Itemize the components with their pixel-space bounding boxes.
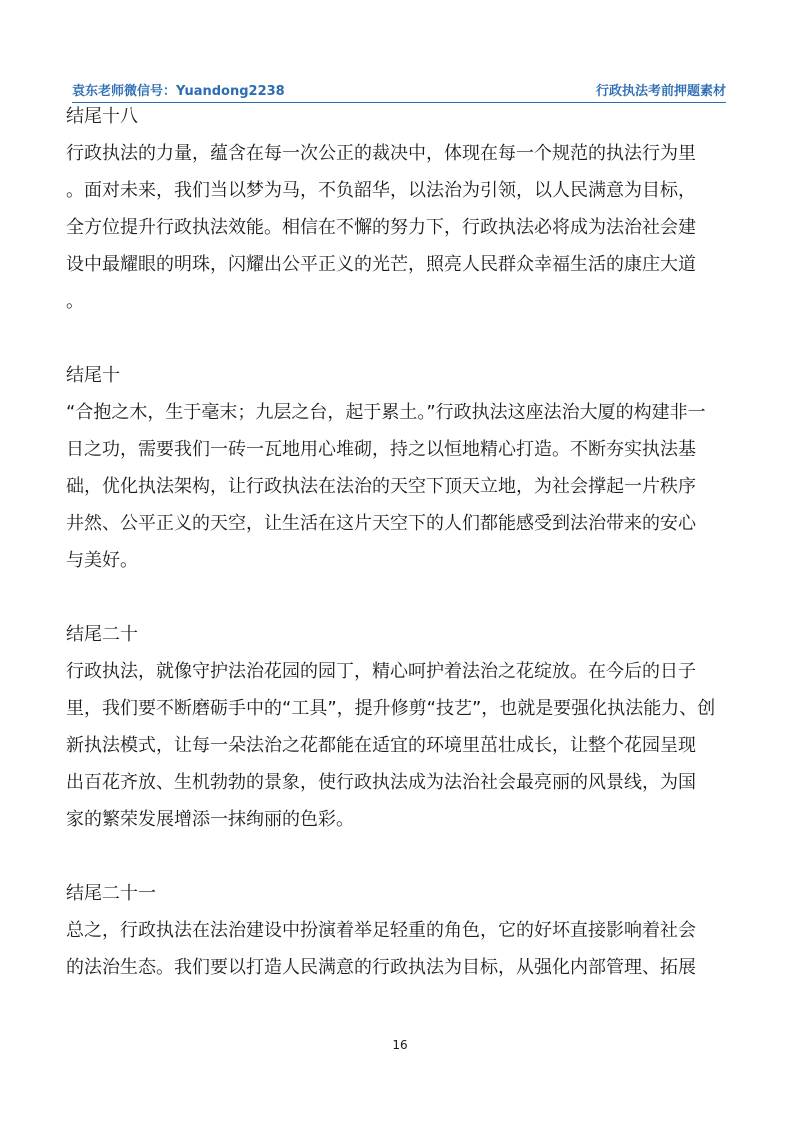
paragraph-line: 总之，行政执法在法治建设中扮演着举足轻重的角色，它的好坏直接影响着社会	[66, 920, 696, 941]
document-body	[66, 102, 746, 983]
paragraph-line: 家的繁荣发展增添一抹绚丽的色彩。	[66, 809, 354, 830]
page-number: 16	[392, 1038, 408, 1052]
page-header	[72, 84, 726, 103]
section-title: 结尾二十	[66, 624, 138, 645]
paragraph-line: 的法治生态。我们要以打造人民满意的行政执法为目标，从强化内部管理、拓展	[66, 957, 696, 978]
section-conclusion-18	[66, 102, 746, 317]
header-document-title: 行政执法考前押题素材	[595, 84, 726, 99]
paragraph-line: “合抱之木，生于毫末；九层之台，起于累土。”行政执法这座法治大厦的构建非一	[66, 402, 706, 423]
section-title: 结尾二十一	[66, 883, 156, 904]
paragraph-line: 与美好。	[66, 550, 138, 571]
paragraph-line: 新执法模式，让每一朵法治之花都能在适宜的环境里茁壮成长，让整个花园呈现	[66, 735, 696, 756]
section-conclusion-21	[66, 879, 746, 983]
paragraph-line: 设中最耀眼的明珠，闪耀出公平正义的光芒，照亮人民群众幸福生活的康庄大道	[66, 254, 696, 275]
header-wechat-id: 袁东老师微信号：Yuandong2238	[72, 84, 285, 99]
paragraph-line: 日之功，需要我们一砖一瓦地用心堆砌，持之以恒地精心打造。不断夯实执法基	[66, 439, 696, 460]
section-conclusion-10	[66, 361, 746, 576]
paragraph-line: 出百花齐放、生机勃勃的景象，使行政执法成为法治社会最亮丽的风景线，为国	[66, 772, 696, 793]
paragraph-line: 行政执法，就像守护法治花园的园丁，精心呵护着法治之花绽放。在今后的日子	[66, 661, 696, 682]
paragraph-line: 井然、公平正义的天空，让生活在这片天空下的人们都能感受到法治带来的安心	[66, 513, 696, 534]
section-title: 结尾十八	[66, 106, 138, 127]
paragraph-line: 。面对未来，我们当以梦为马，不负韶华，以法治为引领，以人民满意为目标，	[66, 180, 696, 201]
paragraph-line: 。	[66, 291, 84, 312]
paragraph-line: 全方位提升行政执法效能。相信在不懈的努力下，行政执法必将成为法治社会建	[66, 217, 696, 238]
section-title: 结尾十	[66, 365, 120, 386]
section-conclusion-20	[66, 620, 746, 835]
paragraph-line: 行政执法的力量，蕴含在每一次公正的裁决中，体现在每一个规范的执法行为里	[66, 143, 696, 164]
paragraph-line: 里，我们要不断磨砺手中的“工具”，提升修剪“技艺”，也就是要强化执法能力、创	[66, 698, 716, 719]
paragraph-line: 础，优化执法架构，让行政执法在法治的天空下顶天立地，为社会撑起一片秩序	[66, 476, 696, 497]
